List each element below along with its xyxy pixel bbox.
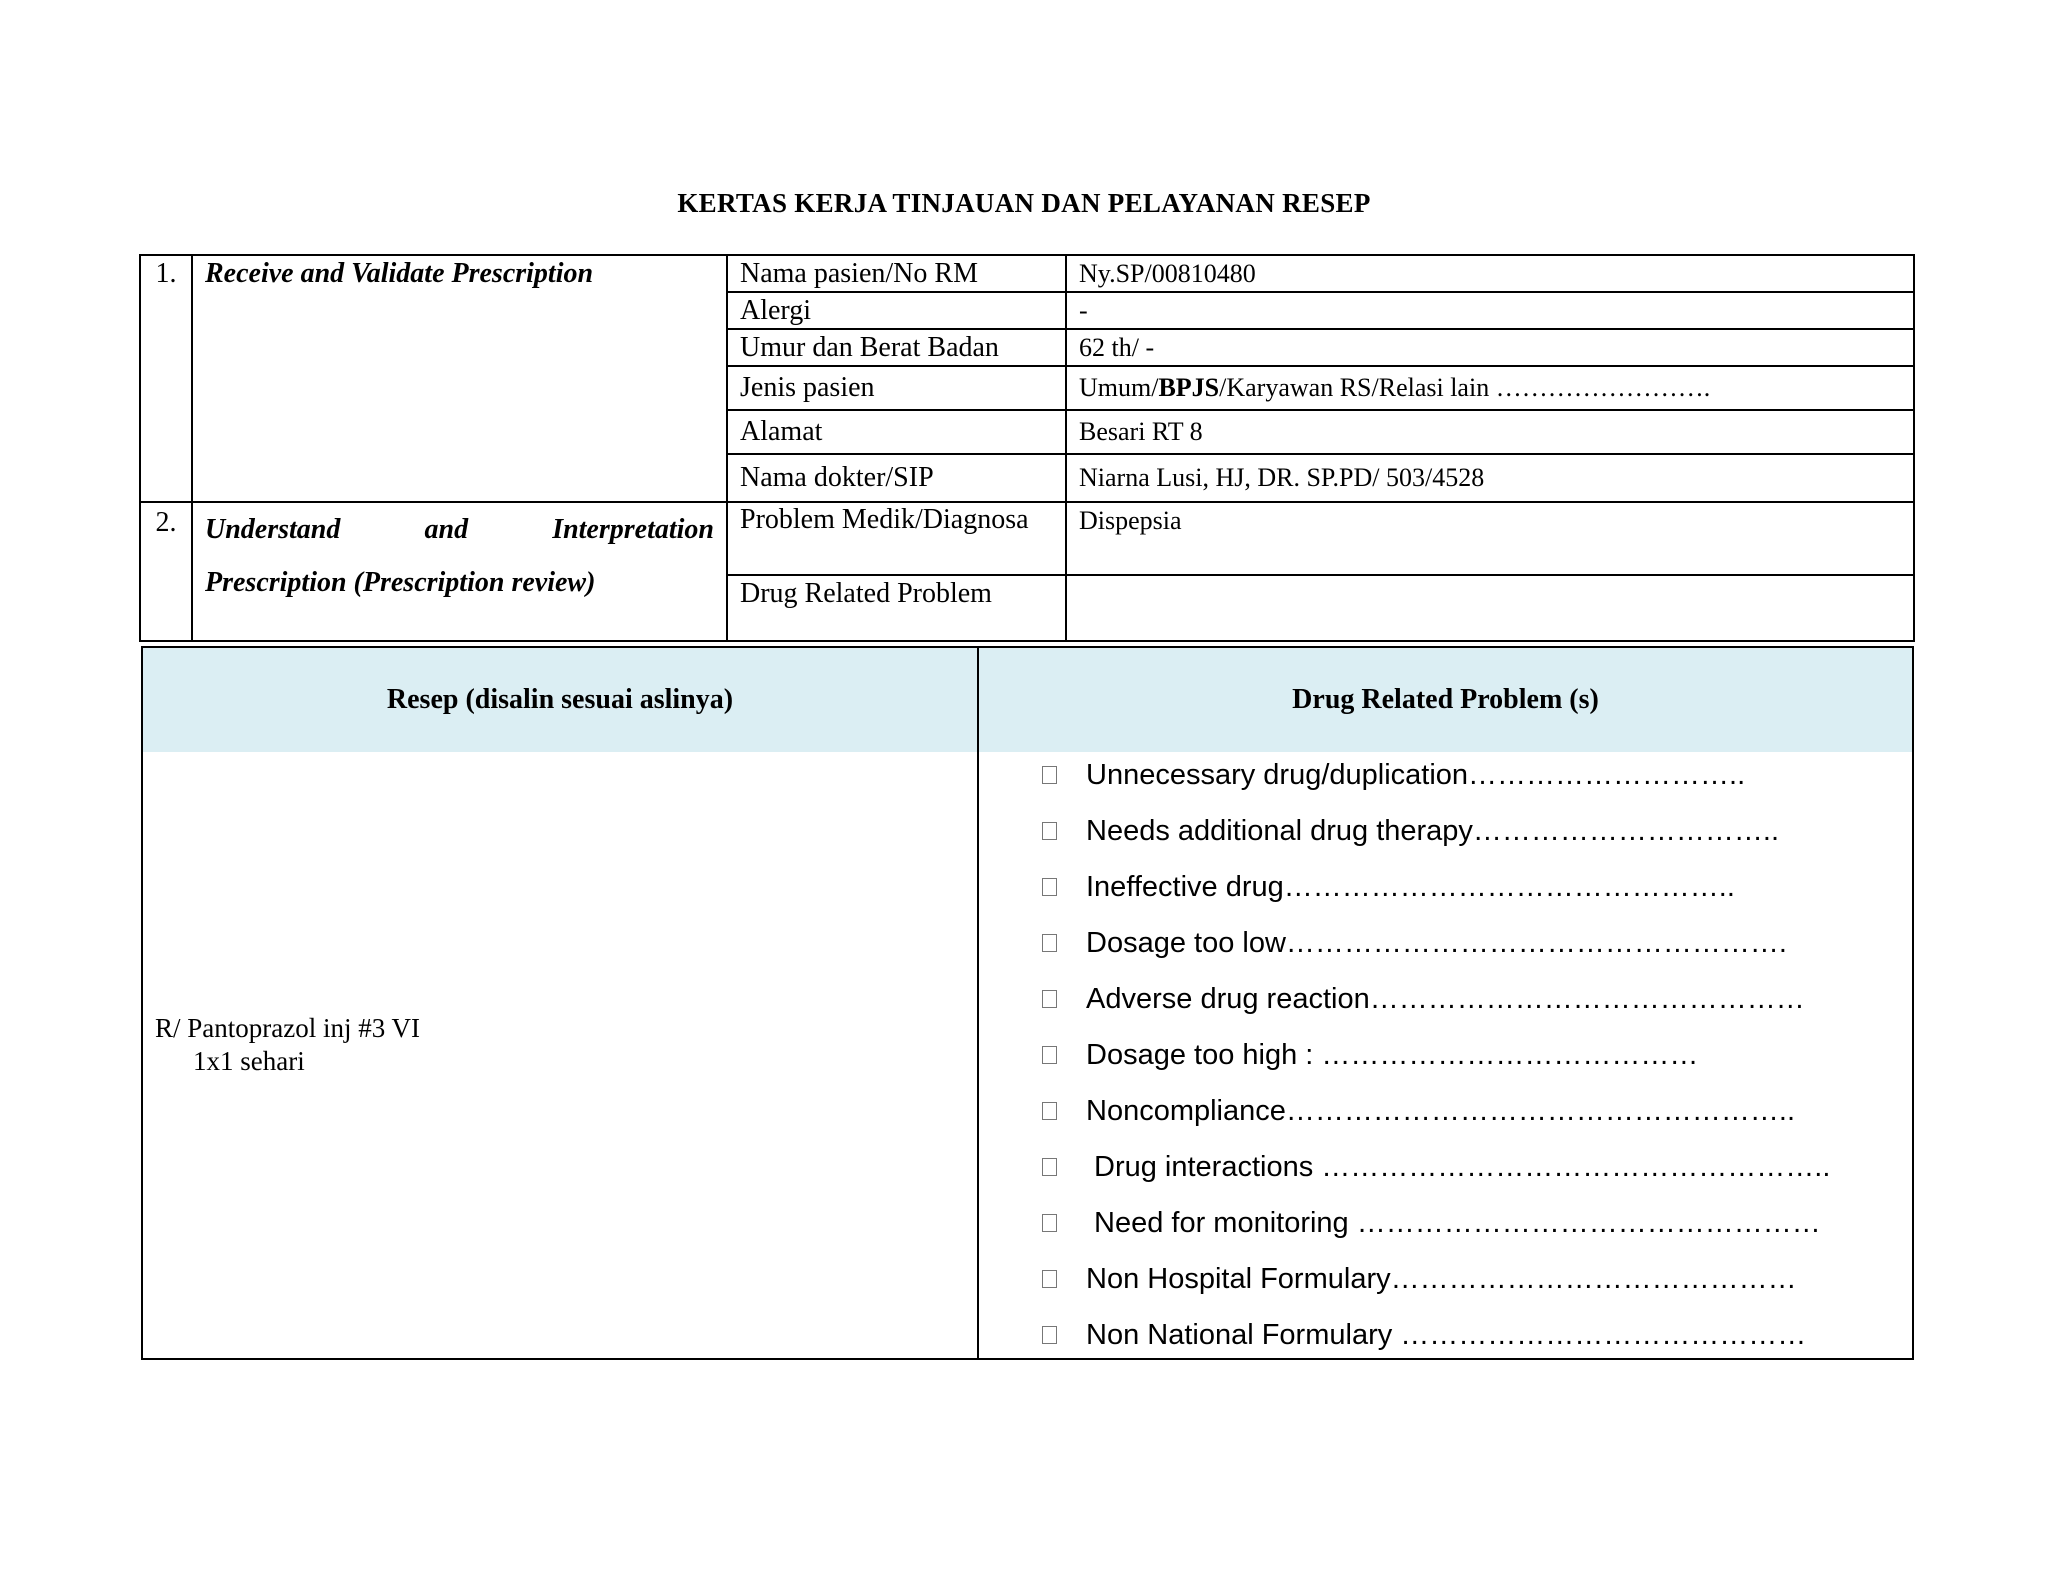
field-value: Dispepsia	[1066, 502, 1914, 575]
prescription-line: 1x1 sehari	[193, 1046, 305, 1076]
checkbox-icon[interactable]	[1042, 878, 1057, 896]
drp-item[interactable]	[980, 811, 1779, 851]
prescription-line: R/ Pantoprazol inj #3 VI	[155, 1013, 420, 1043]
field-value	[1066, 575, 1914, 641]
field-label: Jenis pasien	[727, 366, 1066, 410]
field-label: Nama pasien/No RM	[727, 255, 1066, 292]
drp-item[interactable]	[980, 1091, 1795, 1131]
field-value	[1066, 366, 1914, 410]
document-title: KERTAS KERJA TINJAUAN DAN PELAYANAN RESEP	[677, 188, 1371, 218]
drp-item-label: Drug interactions ……………………………………………..	[1094, 1150, 1831, 1183]
checkbox-icon[interactable]	[1042, 934, 1057, 952]
drp-item[interactable]	[980, 1315, 1806, 1355]
value-part: Umum/	[1079, 373, 1159, 402]
drp-item[interactable]	[980, 1035, 1698, 1075]
field-value: -	[1066, 292, 1914, 329]
patient-info-table	[139, 254, 1915, 642]
checkbox-icon[interactable]	[1042, 1158, 1057, 1176]
field-value: Niarna Lusi, HJ, DR. SP.PD/ 503/4528	[1066, 454, 1914, 502]
section-heading-line: Prescription (Prescription review)	[205, 567, 596, 598]
drp-item-label: Unnecessary drug/duplication………………………..	[1086, 758, 1746, 791]
field-value: Ny.SP/00810480	[1066, 255, 1914, 292]
value-highlight: BPJS	[1158, 373, 1220, 402]
checkbox-icon[interactable]	[1042, 1270, 1057, 1288]
field-label: Alergi	[727, 292, 1066, 329]
drp-item-label: Dosage too low…………………………………………….	[1086, 926, 1787, 959]
checkbox-icon[interactable]	[1042, 1102, 1057, 1120]
checkbox-icon[interactable]	[1042, 822, 1057, 840]
drp-item-label: Non Hospital Formulary……………………………………	[1086, 1262, 1797, 1295]
drp-item-label: Non National Formulary ……………………………………	[1086, 1318, 1807, 1351]
drp-item-label: Ineffective drug………………………………………..	[1086, 870, 1735, 903]
checkbox-icon[interactable]	[1042, 1046, 1057, 1064]
drp-item[interactable]	[980, 1203, 1821, 1243]
drp-item[interactable]	[980, 1259, 1797, 1299]
field-label: Nama dokter/SIP	[727, 454, 1066, 502]
resep-cell	[142, 752, 978, 1359]
drp-item[interactable]	[980, 867, 1735, 907]
prescription-text	[155, 1012, 420, 1078]
resep-header: Resep (disalin sesuai aslinya)	[142, 647, 978, 752]
drp-item-label: Needs additional drug therapy…………………………..	[1086, 814, 1780, 847]
checkbox-icon[interactable]	[1042, 990, 1057, 1008]
drp-item[interactable]	[980, 755, 1745, 795]
section-number: 1.	[140, 255, 192, 502]
section-heading-line: Understand and Interpretation	[205, 514, 714, 545]
field-value: 62 th/ -	[1066, 329, 1914, 366]
drp-item-label: Noncompliance……………………………………………..	[1086, 1094, 1795, 1127]
section-heading: Receive and Validate Prescription	[192, 255, 727, 502]
section-heading	[192, 502, 727, 641]
prescription-drp-table	[141, 646, 1914, 1360]
drp-item[interactable]	[980, 923, 1787, 963]
value-part: /Karyawan RS/Relasi lain …………………….	[1219, 373, 1711, 402]
checkbox-icon[interactable]	[1042, 1326, 1057, 1344]
drp-item-label: Adverse drug reaction………………………………………	[1086, 982, 1805, 1015]
drp-header: Drug Related Problem (s)	[978, 647, 1913, 752]
field-label: Drug Related Problem	[727, 575, 1066, 641]
drp-cell	[978, 752, 1913, 1359]
field-label: Problem Medik/Diagnosa	[727, 502, 1066, 575]
drp-item-label: Dosage too high : …………………………………	[1086, 1038, 1699, 1071]
checkbox-icon[interactable]	[1042, 766, 1057, 784]
field-label: Alamat	[727, 410, 1066, 454]
field-value: Besari RT 8	[1066, 410, 1914, 454]
drp-item[interactable]	[980, 979, 1805, 1019]
drp-item-label: Need for monitoring …………………………………………	[1094, 1206, 1821, 1239]
section-number: 2.	[140, 502, 192, 641]
checkbox-icon[interactable]	[1042, 1214, 1057, 1232]
field-label: Umur dan Berat Badan	[727, 329, 1066, 366]
drp-item[interactable]	[980, 1147, 1830, 1187]
